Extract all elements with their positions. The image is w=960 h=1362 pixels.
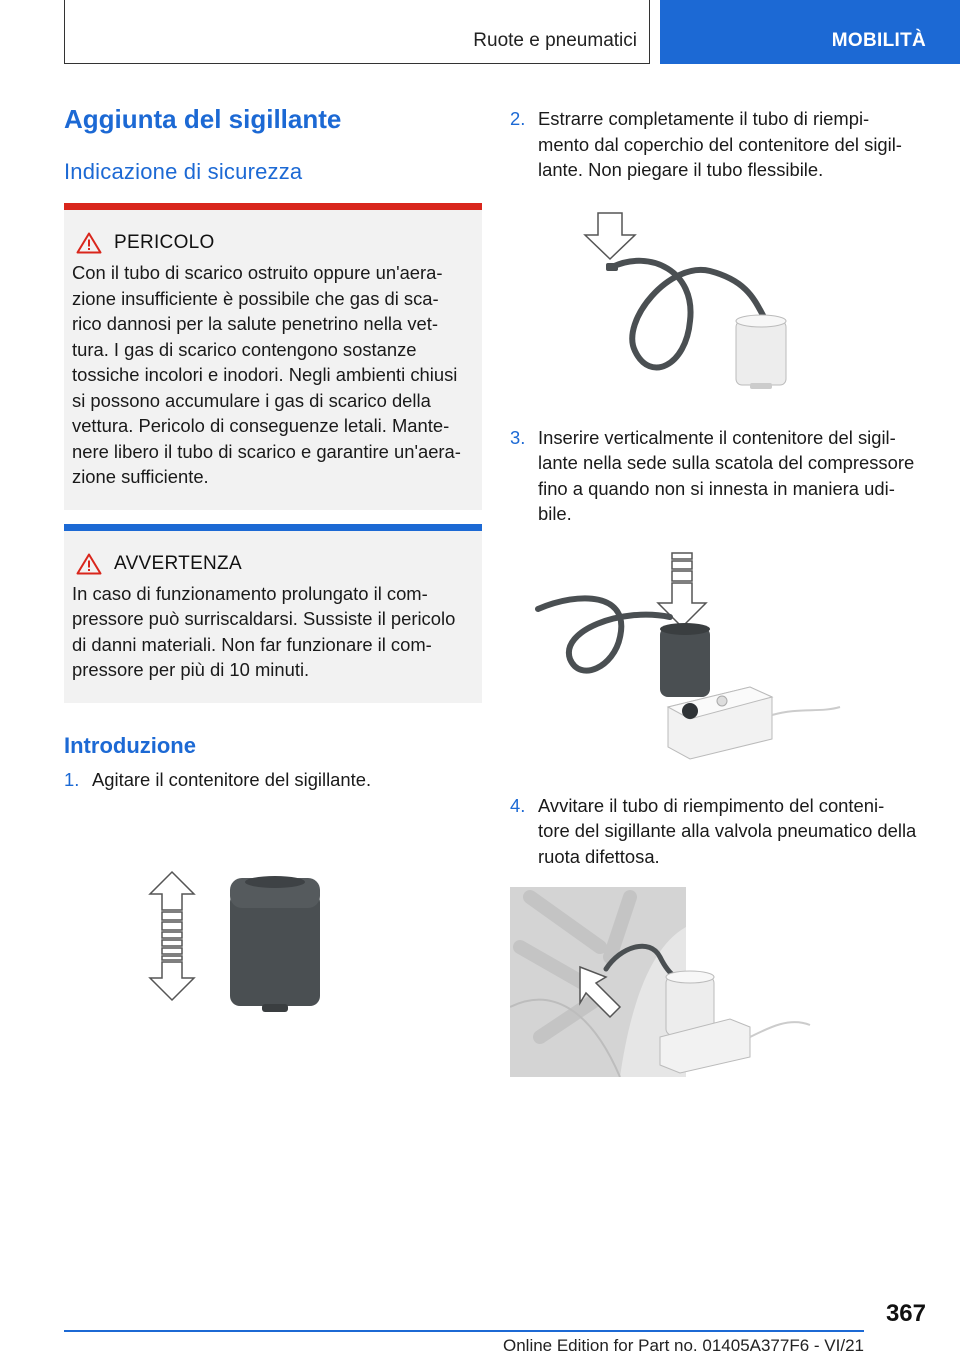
warning-text [72, 581, 474, 683]
warning-notice [64, 524, 482, 703]
step-line: fino a quando non si innesta in maniera udi- [538, 477, 895, 499]
warning-triangle-icon [76, 232, 102, 254]
sealant-container [230, 876, 320, 1012]
insert-container-figure [510, 547, 930, 767]
intro-heading: Introduzione [64, 732, 196, 758]
step-line: ruota difettosa. [538, 845, 660, 867]
warning-line: pressore per più di 10 minuti. [72, 659, 310, 680]
right-column [510, 100, 930, 1077]
page-title: Aggiunta del sigillante [64, 104, 342, 134]
step-line: Inserire verticalmente il contenitore del sigil- [538, 426, 896, 448]
shake-container-figure [64, 842, 482, 1022]
step-line: lante nella sede sulla scatola del compressore [538, 452, 915, 473]
header-section-box [64, 0, 650, 64]
danger-line: rico dannosi per la salute penetrino nella vet- [72, 313, 438, 334]
header-section-title: Ruote e pneumatici [473, 30, 637, 51]
step-line: Estrarre completamente il tubo di riempi- [538, 108, 870, 129]
step-number: 3. [510, 426, 526, 448]
step-text [538, 425, 930, 527]
step-number: 4. [510, 794, 526, 816]
step-text [538, 793, 930, 870]
danger-notice [64, 203, 482, 510]
compressor-box [668, 687, 772, 759]
danger-line: tossiche incolori e inodori. Negli ambienti chiusi [72, 364, 458, 385]
step-line: lante. Non piegare il tubo flessibile. [538, 159, 824, 180]
danger-line: si possono accumulare i gas di scarico della [72, 389, 431, 411]
page-number: 367 [885, 1300, 926, 1327]
warning-line: In caso di funzionamento prolungato il com- [72, 582, 428, 604]
danger-line: Con il tubo di scarico ostruito oppure un'aera- [72, 262, 443, 283]
header-chapter-label: MOBILITÀ [831, 30, 926, 51]
safety-subtitle: Indicazione di sicurezza [64, 159, 303, 184]
step-line: bile. [538, 503, 572, 524]
step-text [538, 106, 930, 183]
sealant-container [660, 623, 710, 697]
step-4 [510, 793, 930, 870]
step-line: Avvitare il tubo di riempimento del conteni- [538, 794, 885, 816]
step-text: Agitare il contenitore del sigillante. [92, 768, 372, 790]
danger-text [72, 260, 474, 490]
step-number: 1. [64, 768, 80, 790]
danger-line: zione insufficiente è possibile che gas di sca- [72, 287, 439, 309]
down-arrow-icon [585, 213, 635, 259]
step-3 [510, 425, 930, 527]
header-chapter-tab[interactable] [660, 0, 960, 64]
step-line: tore del sigillante alla valvola pneumatico della [538, 820, 917, 841]
warning-triangle-icon [76, 553, 102, 575]
warning-line: di danni materiali. Non far funzionare il com- [72, 633, 432, 655]
left-column [64, 100, 482, 1022]
danger-line: tura. I gas di scarico contengono sostanze [72, 338, 417, 360]
danger-title: PERICOLO [114, 232, 215, 253]
danger-line: nere libero il tubo di scarico e garantire un'aera- [72, 440, 461, 462]
step-line: mento dal coperchio del contenitore del sigil- [538, 133, 902, 155]
danger-line: vettura. Pericolo di conseguenze letali. Mante- [72, 415, 450, 436]
footer-edition: Online Edition for Part no. 01405A377F6 - VI/21 [502, 1336, 864, 1355]
step-number: 2. [510, 108, 526, 129]
danger-line: zione sufficiente. [72, 466, 209, 487]
footer-divider [64, 1330, 864, 1332]
step-1 [64, 767, 482, 793]
warning-title: AVVERTENZA [114, 552, 242, 574]
sealant-container [736, 315, 786, 389]
warning-line: pressore può surriscaldarsi. Sussiste il pericolo [72, 608, 456, 629]
double-arrow-icon [150, 872, 194, 1000]
step-2 [510, 106, 930, 183]
connect-valve-figure [510, 887, 930, 1077]
extract-hose-figure [510, 201, 930, 401]
